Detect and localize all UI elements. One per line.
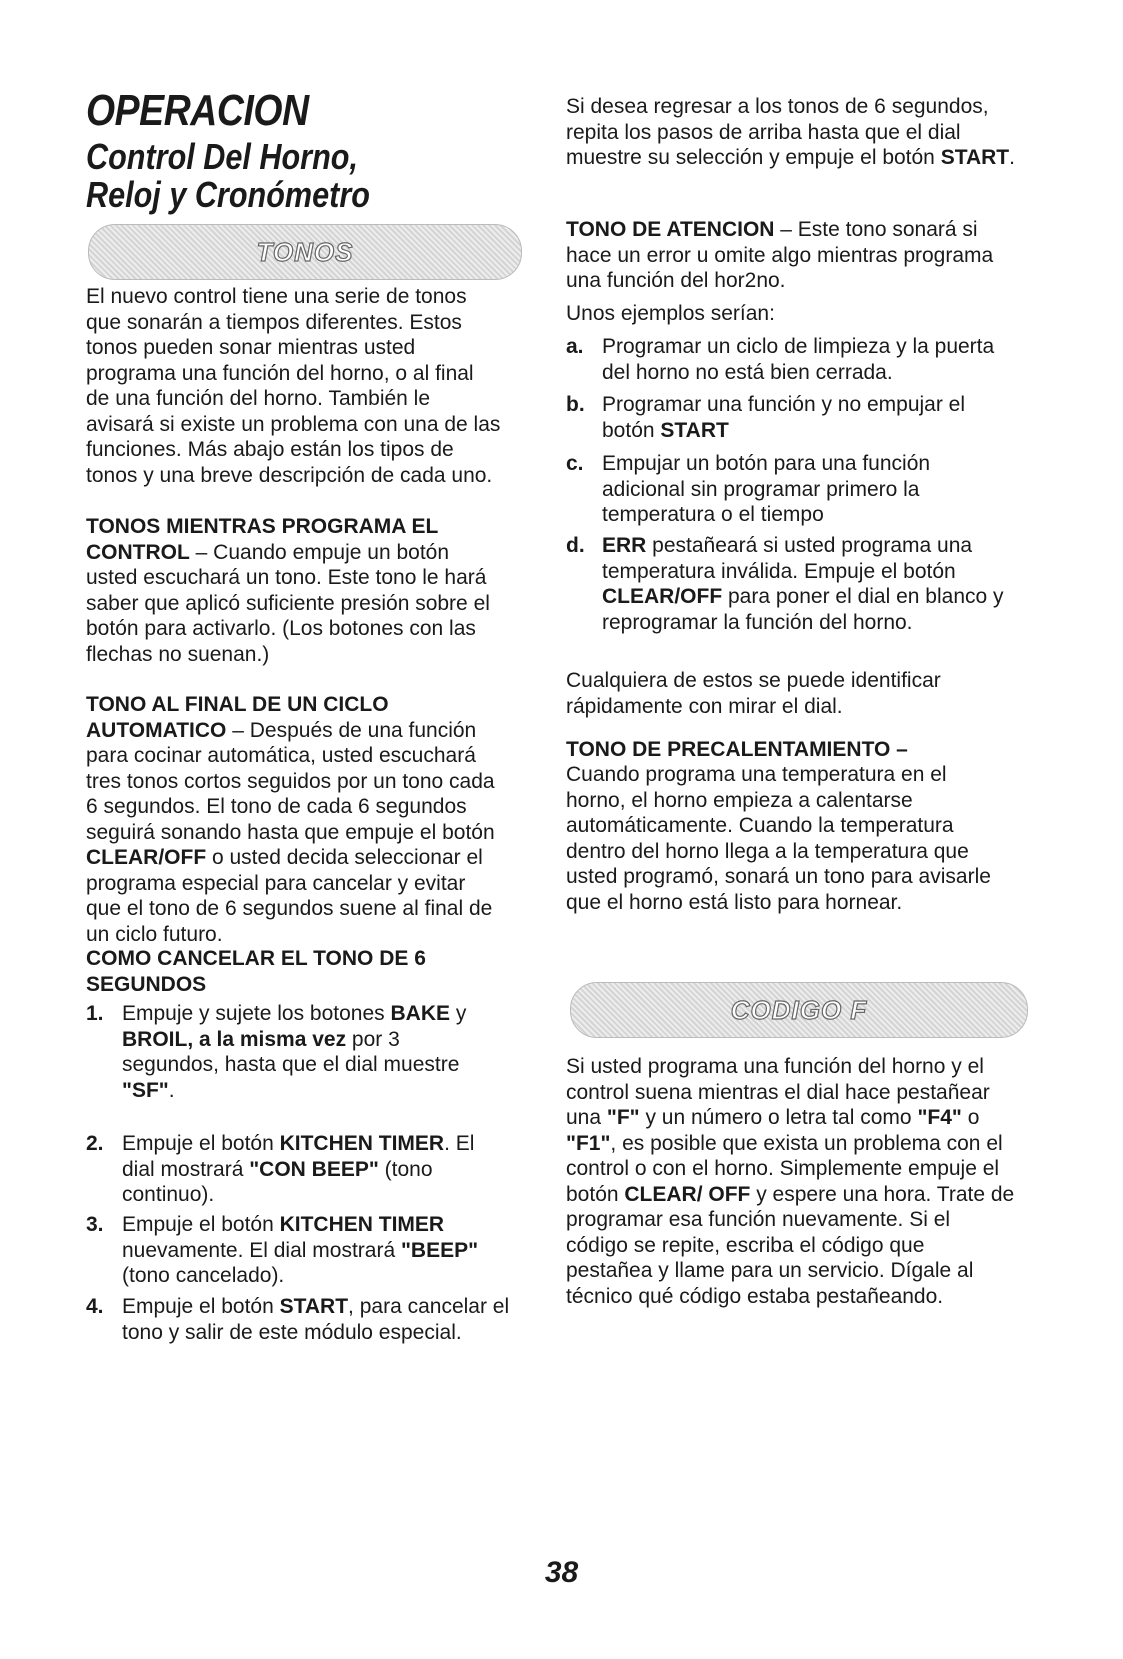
section-body: – Este tono sonará si hace un error u omite algo mientras programa una función del hor2no. (566, 218, 994, 292)
example-text: Empujar un botón para una función adicional sin programar primero la temperatura o el tiempo (602, 452, 931, 526)
section-heading: TONOS MIENTRAS PROGRAMA EL CONTROL (86, 515, 438, 564)
section-tonos-programa (86, 514, 506, 667)
cualquiera-paragraph: Cualquiera de estos se puede identificar rápidamente con mirar el dial. (566, 669, 941, 718)
subtitle-line-2: Reloj y Cronómetro (86, 174, 370, 215)
intro-paragraph: El nuevo control tiene una serie de tonos que sonarán a tiempos diferentes. Estos tonos pueden sonar mientras usted programa una función del horno, o al final de una función del horno. También le avisará si existe un problema con una de las funciones. Más abajo están los tipos de tonos y una breve descripción de cada uno. (86, 285, 501, 487)
section-heading-precalentamiento: TONO DE PRECALENTAMIENTO – (566, 738, 908, 761)
example-text: ERR pestañeará si usted programa una temperatura inválida. Empuje el botón CLEAR/OFF para poner el dial en blanco y reprogramar la función del horno. (602, 534, 1004, 634)
examples-intro: Unos ejemplos serían: (566, 302, 775, 325)
page-title: OPERACION (86, 86, 309, 135)
step-text: Empuje el botón KITCHEN TIMER nuevamente. El dial mostrará "BEEP" (tono cancelado). (122, 1213, 479, 1287)
step-number: 2. (86, 1132, 104, 1155)
tonos-banner (88, 224, 522, 280)
example-letter: d. (566, 534, 585, 557)
step-number: 1. (86, 1002, 104, 1025)
example-text: Programar un ciclo de limpieza y la puerta del horno no está bien cerrada. (602, 335, 995, 384)
section-heading: TONO DE ATENCION (566, 218, 775, 241)
subtitle-line-1: Control Del Horno, (86, 136, 358, 177)
step-text: Empuje y sujete los botones BAKE y BROIL, a la misma vez por 3 segundos, hasta que el dial muestre "SF". (122, 1002, 467, 1102)
section-body: – Cuando empuje un botón usted escuchará un tono. Este tono le hará saber que aplicó suficiente presión sobre el botón para activarlo. (Los botones con las flechas no suenan.) (86, 540, 490, 666)
precalentamiento-body: Cuando programa una temperatura en el horno, el horno empieza a calentarse automáticamente. Cuando la temperatura dentro del horno llega a la temperatura que usted programó, sonará un tono para avisarle que el horno está listo para hornear. (566, 763, 991, 914)
right-intro-paragraph: Si desea regresar a los tonos de 6 segundos, repita los pasos de arriba hasta que el dial muestre su selección y empuje el botón START. (566, 95, 1015, 169)
page-number: 38 (544, 1556, 579, 1589)
section-body: – Después de una función para cocinar automática, usted escuchará tres tonos cortos seguidos por un tono cada 6 segundos. El tono de cada 6 segundos seguirá sonando hasta que empuje el botón (86, 718, 495, 844)
step-number: 4. (86, 1295, 104, 1318)
codigo-f-banner (570, 982, 1028, 1038)
codigo-f-paragraph: Si usted programa una función del horno y el control suena mientras el dial hace pestañear una "F" y un número o letra tal como "F4" o "F1", es posible que exista un problema con el control o con el horno. Simplemente empuje el botón CLEAR/ OFF y espere una hora. Trate de programar esa función nuevamente. Si el código se repite, escriba el código que pestañea y llame para un servicio. Dígale al técnico qué código estaba pestañeando. (566, 1055, 1015, 1308)
codigo-f-banner-label: CODIGO F (730, 994, 868, 1025)
example-letter: a. (566, 335, 584, 358)
page-subtitle (86, 138, 370, 214)
example-letter: b. (566, 393, 585, 416)
section-tono-atencion (566, 217, 1026, 294)
section-heading-cancelar: COMO CANCELAR EL TONO DE 6 SEGUNDOS (86, 947, 426, 996)
step-text: Empuje el botón KITCHEN TIMER. El dial mostrará "CON BEEP" (tono continuo). (122, 1132, 475, 1206)
section-tono-final (86, 692, 506, 947)
section-heading: TONO AL FINAL DE UN CICLO AUTOMATICO (86, 693, 389, 742)
clear-off-button-ref: CLEAR/OFF (86, 846, 207, 869)
example-letter: c. (566, 452, 584, 475)
step-number: 3. (86, 1213, 104, 1236)
step-text: Empuje el botón START, para cancelar el tono y salir de este módulo especial. (122, 1295, 510, 1344)
clear-off-button-ref: CLEAR/ OFF (624, 1182, 751, 1206)
section-body: o usted decida seleccionar el programa especial para cancelar y evitar que el tono de 6 segundos suene al final de un ciclo futuro. (86, 846, 493, 946)
tonos-banner-label: TONOS (256, 236, 354, 267)
example-text: Programar una función y no empujar el botón START (602, 393, 966, 442)
start-button-ref: START (940, 146, 1010, 169)
